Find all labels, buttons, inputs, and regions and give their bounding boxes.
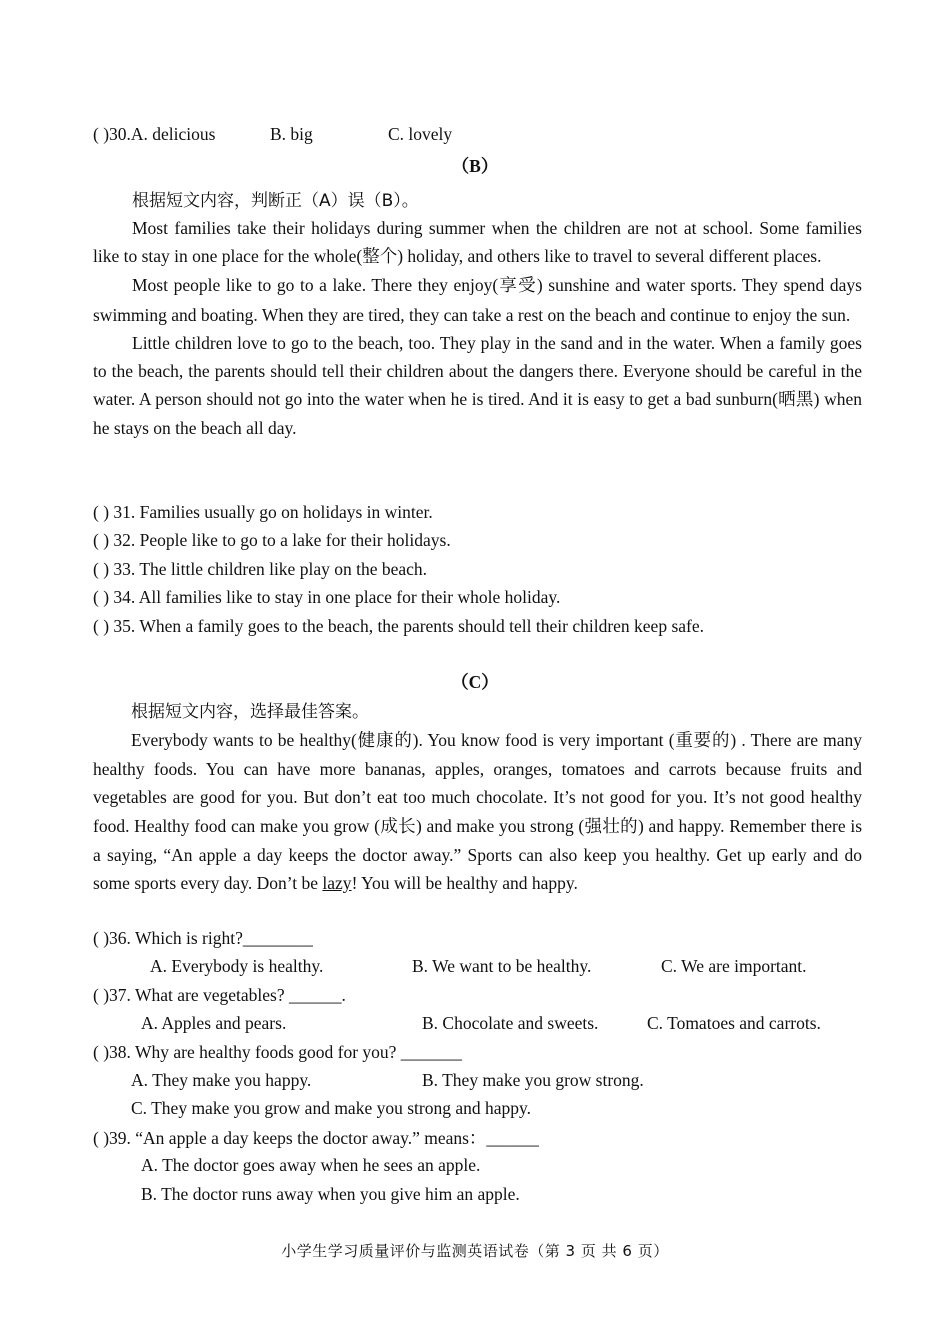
question-39-stem: ( )39. “An apple a day keeps the doctor away.” means：______ [93, 1128, 539, 1148]
question-39-option-a: A. The doctor goes away when he sees an apple. [141, 1155, 481, 1175]
question-36-option-a: A. Everybody is healthy. [150, 956, 324, 976]
question-37-option-c: C. Tomatoes and carrots. [647, 1013, 821, 1033]
section-b-instruction: 根据短文内容，判断正（A）误（B）。 [132, 191, 419, 211]
question-37-option-b: B. Chocolate and sweets. [422, 1013, 599, 1033]
question-31: ( ) 31. Families usually go on holidays in winter. [93, 502, 433, 522]
question-37-stem: ( )37. What are vegetables? ______. [93, 985, 346, 1005]
question-32: ( ) 32. People like to go to a lake for their holidays. [93, 530, 451, 550]
question-36-option-b: B. We want to be healthy. [412, 956, 592, 976]
question-38-option-b: B. They make you grow strong. [422, 1070, 644, 1090]
section-b-passage [93, 214, 862, 443]
question-36-stem: ( )36. Which is right?________ [93, 928, 313, 948]
section-b-heading: （B） [451, 156, 499, 176]
passage-paragraph-3: Little children love to go to the beach, too. They play in the sand and in the water. When a family goes to the beach, the parents should tell their children about the dangers there. Everyone should be careful in the water. A person should not go into the water when he is tired. And it is easy to get a bad sunburn(晒黑) when he stays on the beach all day. [93, 332, 863, 439]
question-30-option-b: B. big [270, 124, 313, 144]
question-36-option-c: C. We are important. [661, 956, 807, 976]
underlined-word-lazy: lazy [322, 873, 352, 894]
page-footer: 小学生学习质量评价与监测英语试卷（第 3 页 共 6 页） [281, 1242, 669, 1260]
question-38-stem: ( )38. Why are healthy foods good for you? _______ [93, 1042, 463, 1062]
question-38-option-c: C. They make you grow and make you strong and happy. [131, 1098, 531, 1118]
question-35: ( ) 35. When a family goes to the beach, the parents should tell their children keep safe. [93, 616, 704, 636]
section-c-heading: （C） [451, 672, 499, 692]
question-39-option-b: B. The doctor runs away when you give him an apple. [141, 1184, 520, 1204]
question-30-option-c: C. lovely [388, 124, 453, 144]
passage-c-paragraph: Everybody wants to be healthy(健康的). You know food is very important (重要的) . There are many healthy foods. You can have more bananas, apples, oranges, tomatoes and carrots because fruits and vegetables are good for you. But don’t eat too much chocolate. It’s not good for you. It’s not good healthy food. Healthy food can make you grow (成长) and make you strong (强壮的) and happy. Remember there is a saying, “An apple a day keeps the doctor away.” Sports can also keep you healthy. Get up early and do some sports every day. Don’t be lazy! You will be healthy and happy. [93, 730, 863, 894]
section-c-instruction: 根据短文内容，选择最佳答案。 [131, 702, 369, 722]
passage-paragraph-2: Most people like to go to a lake. There they enjoy(享受) sunshine and water sports. They spend days swimming and boating. When they are tired, they can take a rest on the beach and continue to enjoy the sun. [93, 275, 862, 325]
question-37-option-a: A. Apples and pears. [141, 1013, 287, 1033]
passage-paragraph-1: Most families take their holidays during summer when the children are not at school. Some families like to stay in one place for the whole(整个) holiday, and others like to travel to several different places. [93, 218, 862, 268]
question-30 [93, 122, 215, 146]
question-38-option-a: A. They make you happy. [131, 1070, 312, 1090]
section-c-passage [93, 726, 862, 897]
question-34: ( ) 34. All families like to stay in one place for their whole holiday. [93, 587, 561, 607]
question-30-stem: ( )30.A. delicious [93, 124, 216, 144]
question-33: ( ) 33. The little children like play on the beach. [93, 559, 428, 579]
